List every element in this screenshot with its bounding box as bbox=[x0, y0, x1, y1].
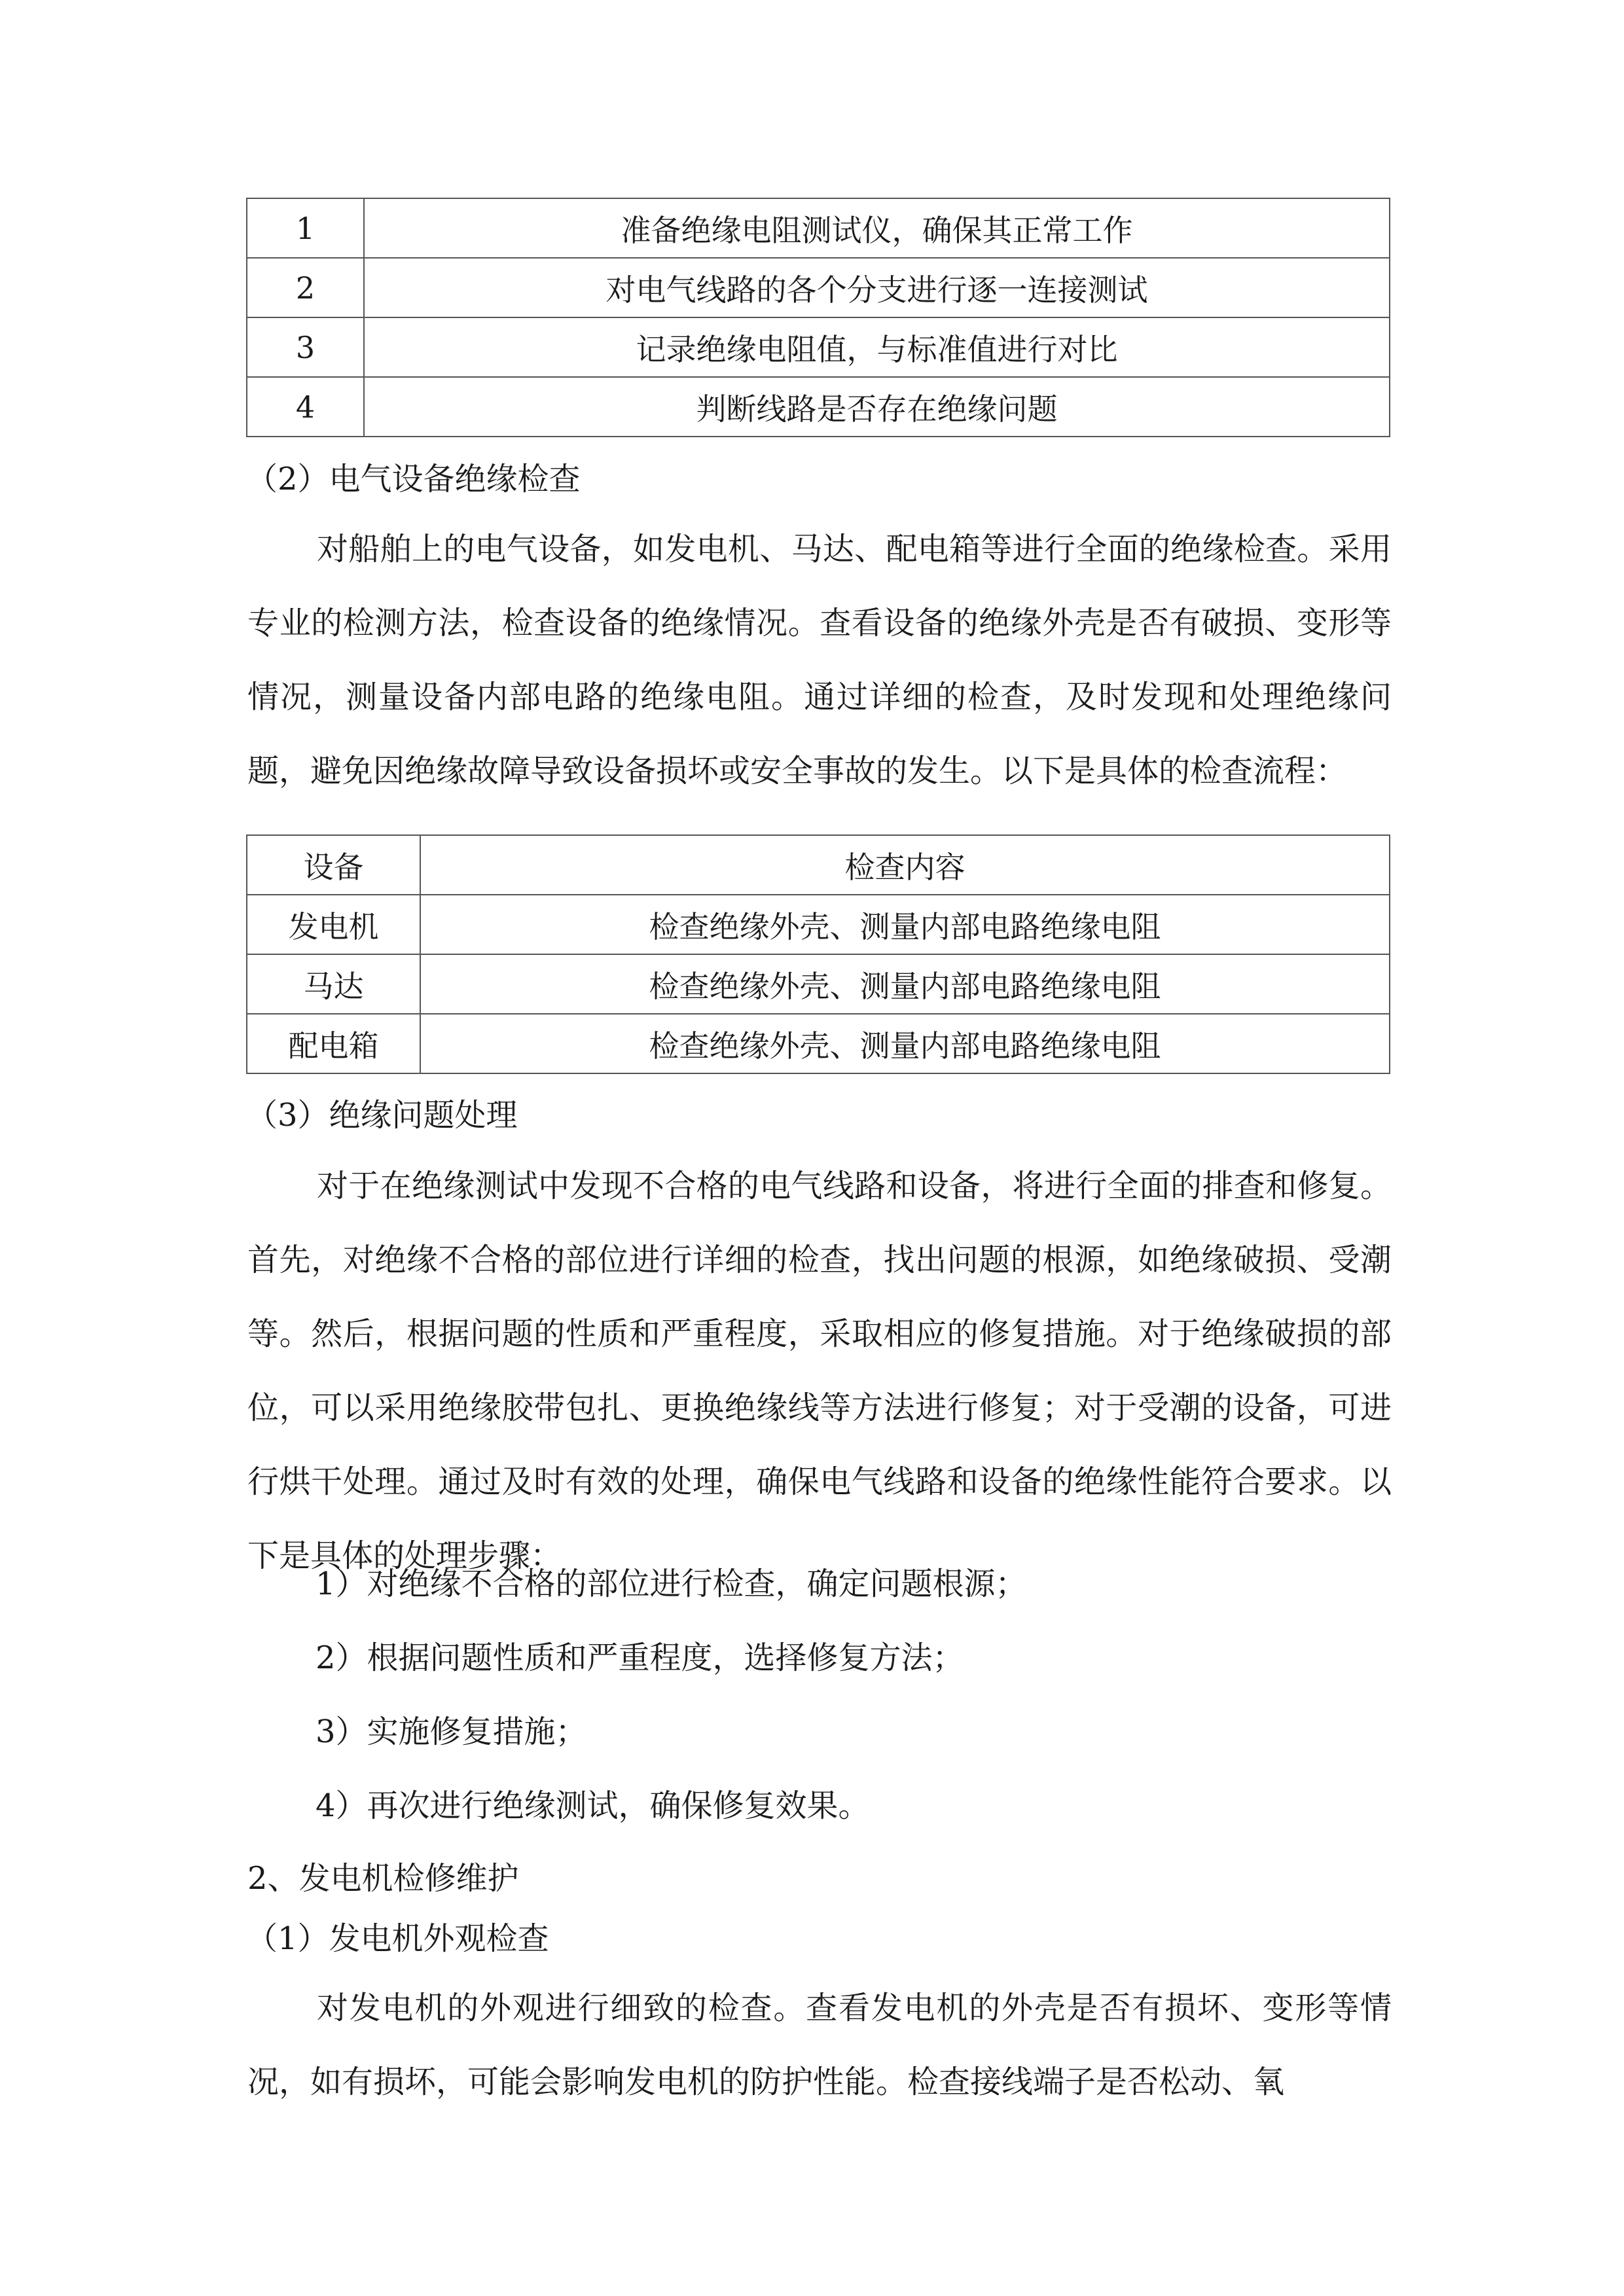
list-item: 1）对绝缘不合格的部位进行检查，确定问题根源； bbox=[316, 1566, 1027, 1602]
step-text-cell: 记录绝缘电阻值，与标准值进行对比 bbox=[364, 317, 1390, 377]
body-paragraph: 对于在绝缘测试中发现不合格的电气线路和设备，将进行全面的排查和修复。首先，对绝缘不合格的部位进行详细的检查，找出问题的根源，如绝缘破损、受潮等。然后，根据问题的性质和严重程度，采取相应的修复措施。对于绝缘破损的部位，可以采用绝缘胶带包扎、更换绝缘线等方法进行修复；对于受潮的设备，可进行烘干处理。通过及时有效的处理，确保电气线路和设备的绝缘性能符合要求。以下是具体的处理步骤： bbox=[247, 1168, 1392, 1574]
step-number-cell: 3 bbox=[247, 317, 364, 377]
step-number-cell: 1 bbox=[247, 198, 364, 258]
section-heading: （2）电气设备绝缘检查 bbox=[246, 461, 581, 497]
body-paragraph: 对船舶上的电气设备，如发电机、马达、配电箱等进行全面的绝缘检查。采用专业的检测方法，检查设备的绝缘情况。查看设备的绝缘外壳是否有破损、变形等情况，测量设备内部电路的绝缘电阻。通过详细的检查，及时发现和处理绝缘问题，避免因绝缘故障导致设备损坏或安全事故的发生。以下是具体的检查流程： bbox=[247, 531, 1392, 789]
list-item: 3）实施修复措施； bbox=[316, 1713, 587, 1750]
table-row bbox=[247, 377, 1390, 437]
device-cell: 配电箱 bbox=[247, 1014, 420, 1073]
table-row bbox=[247, 1014, 1390, 1073]
content-cell: 检查绝缘外壳、测量内部电路绝缘电阻 bbox=[420, 954, 1390, 1014]
step-number-cell: 4 bbox=[247, 377, 364, 437]
chapter-heading: 2、发电机检修维护 bbox=[247, 1860, 519, 1897]
equipment-check-table bbox=[246, 834, 1390, 1074]
list-item: 2）根据问题性质和严重程度，选择修复方法； bbox=[316, 1640, 964, 1676]
content-cell: 检查绝缘外壳、测量内部电路绝缘电阻 bbox=[420, 1014, 1390, 1073]
step-number-cell: 2 bbox=[247, 258, 364, 317]
table-header-row bbox=[247, 835, 1390, 895]
list-item: 4）再次进行绝缘测试，确保修复效果。 bbox=[316, 1787, 870, 1824]
step-text-cell: 判断线路是否存在绝缘问题 bbox=[364, 377, 1390, 437]
table-row bbox=[247, 895, 1390, 954]
column-header: 设备 bbox=[247, 835, 420, 895]
column-header: 检查内容 bbox=[420, 835, 1390, 895]
section-heading: （1）发电机外观检查 bbox=[246, 1920, 549, 1957]
content-cell: 检查绝缘外壳、测量内部电路绝缘电阻 bbox=[420, 895, 1390, 954]
table-row bbox=[247, 954, 1390, 1014]
table-row bbox=[247, 317, 1390, 377]
section-heading: （3）绝缘问题处理 bbox=[246, 1097, 518, 1134]
body-paragraph: 对发电机的外观进行细致的检查。查看发电机的外壳是否有损坏、变形等情况，如有损坏，可能会影响发电机的防护性能。检查接线端子是否松动、氧 bbox=[247, 1990, 1392, 2100]
table-row bbox=[247, 258, 1390, 317]
step-text-cell: 对电气线路的各个分支进行逐一连接测试 bbox=[364, 258, 1390, 317]
insulation-test-steps-table bbox=[246, 198, 1390, 437]
step-text-cell: 准备绝缘电阻测试仪，确保其正常工作 bbox=[364, 198, 1390, 258]
device-cell: 发电机 bbox=[247, 895, 420, 954]
device-cell: 马达 bbox=[247, 954, 420, 1014]
table-row bbox=[247, 198, 1390, 258]
